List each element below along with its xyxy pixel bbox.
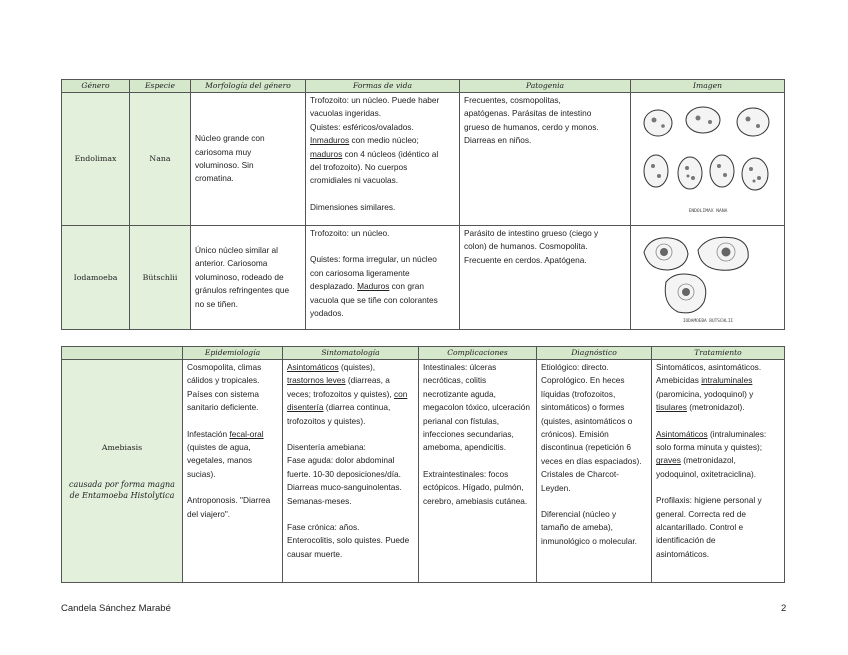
text-line: Países con sistema [187, 388, 259, 399]
text-line [310, 280, 455, 293]
text-line: Quistes: forma irregular, un núcleo [310, 254, 437, 265]
spacer [187, 415, 278, 428]
disease-name: Amebiasis [101, 443, 143, 453]
text-line: causar muerte. [287, 548, 343, 559]
text-span: Amebicidas [656, 375, 702, 386]
text-line: solo forma minuta y quistes); [656, 442, 763, 453]
text-line: Diarreas muco-sanguinolentas. [287, 482, 402, 493]
text-line: tamaño de ameba), [541, 522, 613, 533]
disease-caption: causada por forma magna [69, 479, 175, 489]
header-patogenia: Patogenia [460, 80, 631, 93]
text-line: fuerte. 10-30 deposiciones/día. [287, 468, 401, 479]
text-line: Frecuentes, cosmopolitas, [464, 95, 561, 105]
patogenia-endolimax [460, 93, 631, 226]
text-line: crónicos). Emisión [541, 429, 609, 440]
diagnostico-cell [537, 360, 652, 583]
text-line: Intestinales: úlceras [423, 362, 497, 372]
header-epidemiologia: Epidemiología [183, 347, 283, 360]
amebiasis-table [61, 346, 785, 583]
text-span: con 4 núcleos (idéntico al [342, 148, 439, 159]
spacer [541, 495, 647, 508]
image-caption: ENDOLIMAX NANA [688, 209, 727, 214]
text-line: alcantarillado. Control e [656, 522, 744, 533]
text-line [656, 401, 780, 414]
text-line: Frecuente en cerdos. Apatógena. [464, 254, 587, 265]
spacer [656, 415, 780, 428]
text-line: infecciones secundarias, [423, 429, 514, 440]
text-line: Diferencial (núcleo y [541, 509, 617, 520]
header-genero: Género [62, 80, 130, 93]
underlined-term: fecal-oral [229, 428, 264, 439]
image-endolimax [631, 93, 785, 226]
text-line: (paromicina, yodoquinol) y [656, 388, 754, 399]
text-line: voluminoso. Sin [195, 160, 254, 170]
text-span: (quistes), [338, 362, 376, 372]
spacer [287, 508, 414, 521]
text-span: Infestación [187, 428, 230, 439]
text-line: colon) de humanos. Cosmopolita. [464, 241, 588, 252]
genero-iodamoeba: Iodamoeba [62, 226, 130, 330]
underlined-term: Asintomáticos [287, 362, 339, 372]
text-line: ameboma, apendicitis. [423, 442, 507, 453]
text-line: yodoquinol, oxitetraciclina). [656, 468, 757, 479]
underlined-term: maduros [310, 148, 343, 159]
underlined-term: intraluminales [701, 375, 753, 386]
text-line: vegetales, manos [187, 455, 253, 466]
image-iodamoeba [631, 226, 785, 330]
text-line: Quistes: esféricos/ovalados. [310, 121, 414, 132]
text-line: vacuola que se tiñe con colorantes [310, 294, 438, 305]
text-line: cromatina. [195, 173, 234, 184]
text-line: cálidos y tropicales. [187, 375, 260, 386]
text-line: necrotizante aguda, [423, 388, 496, 399]
cyst-shape [644, 110, 672, 136]
cyst-shape [644, 155, 668, 187]
iodamoeba-butschlii-illustration [638, 230, 778, 326]
header-imagen: Imagen [631, 80, 785, 93]
text-line: discontinua (repetición 6 [541, 442, 631, 453]
tratamiento-cell [652, 360, 785, 583]
table-row-iodamoeba [62, 226, 785, 330]
text-span: (diarreas, a [345, 375, 390, 386]
text-line: sucias). [187, 468, 216, 479]
spacer [287, 428, 414, 441]
epidemiologia-cell [183, 360, 283, 583]
text-line: Cristales de Charcot- [541, 469, 619, 480]
text-line: yodados. [310, 308, 344, 319]
text-line: voluminoso, rodeado de [195, 271, 284, 282]
endolimax-nana-illustration [638, 98, 778, 220]
text-line: cromidiales ni vacuolas. [310, 175, 399, 186]
especie-butschlii: Bütschlii [130, 226, 191, 330]
disease-caption: de Entamoeba Histolytica [69, 490, 175, 500]
text-line: con cariosoma ligeramente [310, 267, 410, 278]
text-line [287, 374, 414, 387]
text-line: apatógenas. Parásitas de intestino [464, 108, 592, 119]
text-line [287, 361, 414, 374]
morfologia-endolimax [191, 93, 306, 226]
header-empty [62, 347, 183, 360]
cyst-shape [710, 155, 734, 187]
cyst-shape [678, 157, 702, 189]
header-morfologia: Morfología del género [191, 80, 306, 93]
text-line [656, 374, 780, 387]
underlined-term: graves [656, 455, 681, 466]
text-line: sanitario deficiente. [187, 402, 259, 413]
formas-iodamoeba [306, 226, 460, 330]
text-line [287, 388, 414, 401]
underlined-term: disentería [287, 402, 324, 413]
text-line: del viajero". [187, 508, 231, 519]
text-line: inmunológico o molecular. [541, 535, 637, 546]
text-line: no se tiñen. [195, 298, 238, 309]
sintomatologia-cell [283, 360, 419, 583]
header-formas: Formas de vida [306, 80, 460, 93]
text-line: grueso de humanos, cerdo y monos. [464, 121, 599, 132]
morfologia-iodamoeba [191, 226, 306, 330]
text-span: (diarrea continua, [323, 402, 391, 413]
text-line: Semanas-meses. [287, 495, 352, 506]
spacer [187, 481, 278, 494]
text-span: con gran [389, 281, 424, 292]
text-line: Fase aguda: dolor abdominal [287, 455, 395, 466]
patogenia-iodamoeba [460, 226, 631, 330]
text-line [656, 428, 780, 441]
text-line: cerebro, amebiasis cutánea. [423, 495, 528, 506]
table-row-endolimax [62, 93, 785, 226]
text-line: Extraintestinales: focos [423, 468, 509, 479]
formas-endolimax [306, 93, 460, 226]
text-line: Sintomáticos, asintomáticos. [656, 362, 762, 372]
text-line: perianal con fístulas, [423, 415, 500, 426]
text-line: trofozoitos y quistes). [287, 415, 366, 426]
text-span: (intraluminales: [707, 428, 767, 439]
text-line: Único núcleo similar al [195, 244, 279, 255]
complicaciones-cell [419, 360, 537, 583]
underlined-term: trastornos leves [287, 375, 346, 386]
text-span: con medio núcleo; [349, 135, 419, 146]
page-number: 2 [781, 603, 787, 614]
text-line: Coprológico. En heces [541, 375, 625, 386]
text-line: sintomáticos) o formes [541, 402, 625, 413]
spacer [310, 240, 455, 253]
text-line [656, 454, 780, 467]
text-line: Disentería amebiana: [287, 442, 366, 453]
text-line: Profilaxis: higiene personal y [656, 495, 762, 506]
cyst-shape [742, 158, 768, 190]
spacer [310, 188, 455, 201]
spacer [423, 455, 532, 468]
cyst-shape [737, 108, 769, 136]
header-diagnostico: Diagnóstico [537, 347, 652, 360]
parasite-table [61, 79, 785, 330]
text-line: del trofozoito). No cuerpos [310, 162, 408, 173]
text-line: anterior. Cariosoma [195, 258, 268, 269]
text-line: gránulos refringentes que [195, 285, 290, 296]
text-line: líquidas (trofozoitos, [541, 388, 616, 399]
text-line: Diarreas en niños. [464, 135, 532, 146]
header-complicaciones: Complicaciones [419, 347, 537, 360]
text-line: Etiológico: directo. [541, 362, 609, 372]
text-line: Antroponosis. "Diarrea [187, 495, 271, 506]
text-line: Trofozoito: un núcleo. [310, 228, 390, 238]
text-line: ectópicos. Hígado, pulmón, [423, 482, 524, 493]
table-row-amebiasis [62, 360, 785, 583]
underlined-term: Asintomáticos [656, 428, 708, 439]
text-line: general. Correcta red de [656, 508, 746, 519]
text-line: Parásito de intestino grueso (ciego y [464, 228, 599, 238]
underlined-term: Maduros [357, 281, 390, 292]
footer-author: Candela Sánchez Marabé [61, 603, 171, 614]
text-line: cariosoma muy [195, 146, 252, 157]
text-span: (metronidazol, [680, 455, 736, 466]
text-line: megacolon tóxico, ulceración [423, 402, 530, 413]
text-line: veces en días espaciados). [541, 455, 642, 466]
cyst-shape [686, 107, 720, 133]
text-line: Cosmopolita, climas [187, 362, 262, 372]
especie-nana: Nana [130, 93, 191, 226]
genero-endolimax: Endolimax [62, 93, 130, 226]
header-especie: Especie [130, 80, 191, 93]
text-line [310, 148, 455, 161]
spacer [656, 481, 780, 494]
text-span: veces; trofozoitos y quistes), [287, 388, 394, 399]
text-line: asintomáticos. [656, 548, 710, 559]
text-line [287, 401, 414, 414]
text-span: (metronidazol). [686, 402, 745, 413]
header-tratamiento: Tratamiento [652, 347, 785, 360]
underlined-term: tisulares [656, 402, 687, 413]
text-line: Dimensiones similares. [310, 201, 396, 212]
text-line: necróticas, colitis [423, 375, 487, 386]
text-line: Enterocolitis, solo quistes. Puede [287, 535, 410, 546]
text-line [187, 428, 278, 441]
disease-cell [62, 360, 183, 583]
text-span: desplazado. [310, 281, 358, 292]
underlined-term: Inmaduros [310, 135, 350, 146]
text-line: Núcleo grande con [195, 133, 265, 144]
parasite-table-header [62, 80, 785, 93]
header-sintomatologia: Sintomatología [283, 347, 419, 360]
text-line: (quistes, asintomáticos o [541, 415, 633, 426]
image-caption: IODAMOEBA BUTSCHLII [682, 318, 733, 324]
text-line: identificación de [656, 535, 716, 546]
text-line: vacuolas ingeridas. [310, 108, 382, 119]
text-line: Trofozoito: un núcleo. Puede haber [310, 95, 440, 105]
amebiasis-table-header [62, 347, 785, 360]
text-line: Fase crónica: años. [287, 522, 360, 533]
underlined-term: con [393, 388, 408, 399]
text-line: Leyden. [541, 482, 571, 493]
text-line: (quistes de agua, [187, 442, 251, 453]
text-line [310, 134, 455, 147]
